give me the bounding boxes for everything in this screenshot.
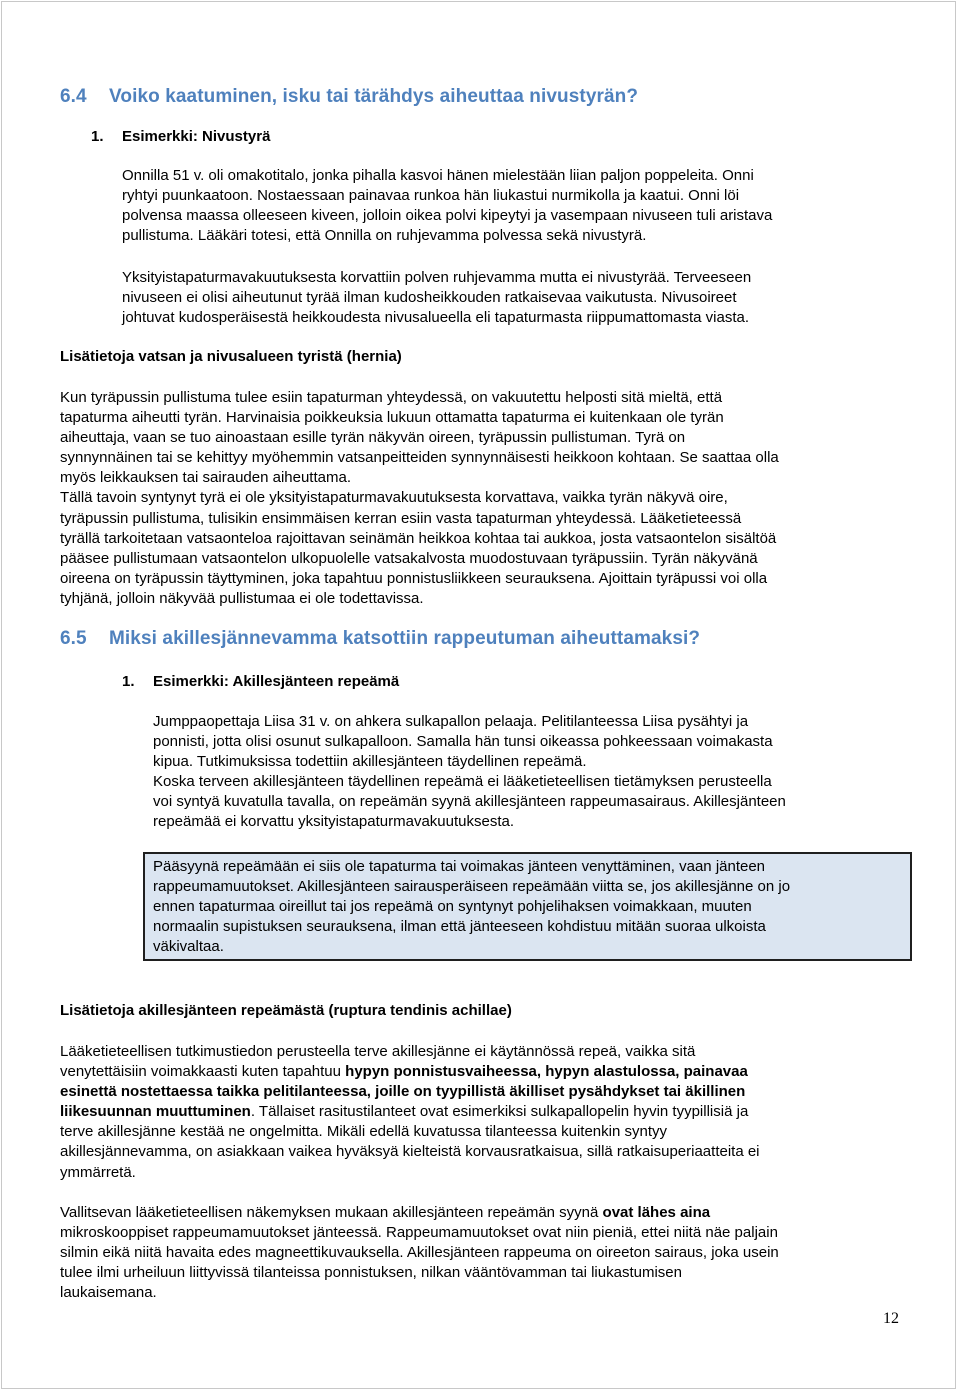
text-line: Koska terveen akillesjänteen täydellinen repeämä ei lääketieteellisen tietämyksen perusteella <box>153 773 772 791</box>
text-line: kipua. Tutkimuksissa todettiin akillesjänteen täydellinen repeämä. <box>153 753 587 771</box>
text-line: terve akillesjänne kestää ne ongelmitta. Mikäli edellä kuvatussa tilanteessa kuitenkin syntyy <box>60 1123 667 1141</box>
text-line: myös leikkauksen tai sairauden aiheuttama. <box>60 469 351 487</box>
highlight-box-text <box>153 857 790 957</box>
text-normal: Vallitsevan lääketieteellisen näkemyksen mukaan akillesjänteen repeämän syynä <box>60 1204 603 1221</box>
text-line: Tällä tavoin syntynyt tyrä ei ole yksityistapaturmavakuutuksesta korvattava, vaikka tyrän näkyvä oire, <box>60 489 728 507</box>
example-number: 1. <box>91 128 104 145</box>
text-line: ponnisti, jotta olisi osunut sulkapalloon. Samalla hän tunsi oikeassa pohkeessaan voimakasta <box>153 733 773 751</box>
text-line: tyräpussin pullistuma, tulisikin ensimmäisen kerran esiin vasta tapaturman yhteydessä. Lääketieteessä <box>60 509 742 527</box>
section-heading-6-4 <box>60 86 638 108</box>
section-title: Voiko kaatuminen, isku tai tärähdys aiheuttaa nivustyrän? <box>109 86 639 107</box>
text-line: pullistuma. Lääkäri totesi, että Onnilla on ruhjevamma polvessa sekä nivustyrä. <box>122 227 647 245</box>
section-heading-6-5 <box>60 628 700 650</box>
text-line: tyhjänä, jolloin näkyvää pullistumaa ei ole todettavissa. <box>60 589 424 607</box>
text-line: tyrällä tarkoitetaan vatsaonteloa rajoittavan seinämän heikkoa kohtaa tai aukkoa, josta vatsaontelon sisältöä <box>60 529 777 547</box>
example-number: 1. <box>122 673 135 690</box>
text-line: mikroskooppiset rappeumamuutokset jänteessä. Rappeumamuutokset ovat niin pieniä, ettei niitä näe paljain <box>60 1224 778 1242</box>
text-line: polvensa maassa olleeseen kiveen, jolloin oikea polvi kipeytyi ja vasempaan nivuseen tuli aristava <box>122 207 773 225</box>
text-normal: venytettäisiin voimakkaasti kuten tapahtuu <box>60 1063 346 1081</box>
text-line: Kun tyräpussin pullistuma tulee esiin tapaturman yhteydessä, on vakuutettu helposti sitä mieltä, että <box>60 389 723 406</box>
example-heading-nivustyra <box>91 128 270 145</box>
example-title: Esimerkki: Akillesjänteen repeämä <box>153 673 400 690</box>
example1-paragraph-2 <box>122 268 751 328</box>
text-line: ennen tapaturmaa oireillut tai jos repeämä on syntynyt pohjelihaksen voimakkaan, muuten <box>153 898 752 916</box>
section-number: 6.4 <box>60 86 87 107</box>
text-line: väkivaltaa. <box>153 938 224 956</box>
text-line: laukaisemana. <box>60 1284 157 1302</box>
text-line: silmin eikä niitä havaita edes magneettikuvauksella. Akillesjänteen rappeuma on oireeton sairaus, joka usein <box>60 1244 779 1262</box>
text-line: tapaturma aiheutti tyrän. Harvinaisia poikkeuksia lukuun ottamatta tapaturma ei kuitenkaan ole tyrän <box>60 409 724 427</box>
section-title: Miksi akillesjännevamma katsottiin rappeutuman aiheuttamaksi? <box>109 628 701 649</box>
text-line: aiheuttaja, vaan se tuo ainoastaan esille tyrän näkyvän oireen, tyräpussin pullistuman. Tyrä on <box>60 429 686 447</box>
hernia-info-text <box>60 388 779 609</box>
text-line: Yksityistapaturmavakuutuksesta korvattiin polven ruhjevamma mutta ei nivustyrää. Terveeseen <box>122 269 752 286</box>
text-line: Pääsyynä repeämään ei siis ole tapaturma tai voimakas jänteen venyttäminen, vaan jänteen <box>153 858 766 875</box>
text-line <box>60 1102 760 1122</box>
text-line: normaalin supistuksen seurauksena, ilman että jänteeseen kohdistuu mitään suoraa ulkoista <box>153 918 766 936</box>
text-line <box>60 1203 779 1223</box>
text-line: ryhtyi puunkaatoon. Nostaessaan painavaa runkoa hän liukastui nurmikolla ja kaatui. Onni löi <box>122 187 740 205</box>
text-line: Onnilla 51 v. oli omakotitalo, jonka pihalla kasvoi hänen mielestään liian paljon poppeleita. Onni <box>122 167 754 184</box>
text-line: oireena on tyräpussin täyttyminen, joka tapahtuu ponnistusliikkeen seurauksena. Ajoittain tyräpussi voi olla <box>60 569 768 587</box>
text-line: ymmärretä. <box>60 1163 136 1181</box>
text-bold: hypyn ponnistusvaiheessa, hypyn alastulossa, painavaa <box>345 1063 748 1081</box>
text-line: Jumppaopettaja Liisa 31 v. on ahkera sulkapallon pelaaja. Pelitilanteessa Liisa pysähtyi ja <box>153 713 749 730</box>
text-line: Lääketieteellisen tutkimustiedon perusteella terve akillesjänne ei käytännössä repeä, vaikka sitä <box>60 1043 696 1060</box>
text-line: johtuvat kudosperäisestä heikkoudesta nivusalueella eli tapaturmasta riippumattomasta viasta. <box>122 309 750 327</box>
text-line <box>60 1062 760 1082</box>
text-bold: ovat lähes aina <box>602 1204 711 1221</box>
text-line: pääsee pullistumaan vatsaontelon ulkopuolelle vatsakalvosta muodostuvaan tyräpussiin. Tyrän näkyvänä <box>60 549 758 567</box>
hernia-info-heading: Lisätietoja vatsan ja nivusalueen tyristä (hernia) <box>60 348 402 365</box>
example2-text <box>153 712 786 833</box>
text-line: voi syntyä kuvatulla tavalla, on repeämän syynä akillesjänteen rappeumasairaus. Akillesjänteen <box>153 793 786 811</box>
text-normal: . Tällaiset rasitustilanteet ovat esimerkiksi sulkapallopelin hyvin tyypillisiä ja <box>250 1103 749 1121</box>
achilles-info-heading: Lisätietoja akillesjänteen repeämästä (ruptura tendinis achillae) <box>60 1002 512 1019</box>
text-line: nivuseen ei olisi aiheutunut tyrää ilman kudosheikkouden ratkaisevaa vaikutusta. Nivusoireet <box>122 289 737 307</box>
text-line: akillesjännevamma, on asiakkaan vaikea hyväksyä kielteistä korvausratkaisua, sillä ratkaisuperiaatteita ei <box>60 1143 760 1161</box>
page-number: 12 <box>883 1310 899 1327</box>
example1-paragraph-1 <box>122 166 772 246</box>
text-line: rappeumamuutokset. Akillesjänteen sairausperäiseen repeämään viitta se, jos akillesjänne on jo <box>153 878 791 896</box>
text-line: tulee ilmi urheiluun liittyvissä tilanteissa ponnistuksen, nilkan vääntövamman tai liukastumisen <box>60 1264 682 1282</box>
section-number: 6.5 <box>60 628 87 649</box>
text-line: synnynnäinen tai se kehittyy myöhemmin vatsanpeitteiden synnynnäisesti heikkoon kohtaan. Se saattaa olla <box>60 449 779 467</box>
text-line: repeämää ei korvattu yksityistapaturmavakuutuksesta. <box>153 813 515 831</box>
example-title: Esimerkki: Nivustyrä <box>122 128 271 145</box>
text-bold: liikesuunnan muuttuminen <box>60 1103 251 1121</box>
text-line: esinettä nostettaessa taikka pelitilanteessa, joille on tyypillistä äkilliset pysähdykset tai äkillinen <box>60 1083 746 1101</box>
achilles-info-paragraph-2 <box>60 1203 779 1303</box>
example-heading-akillesjanne <box>122 673 399 690</box>
achilles-info-paragraph-1 <box>60 1042 760 1183</box>
